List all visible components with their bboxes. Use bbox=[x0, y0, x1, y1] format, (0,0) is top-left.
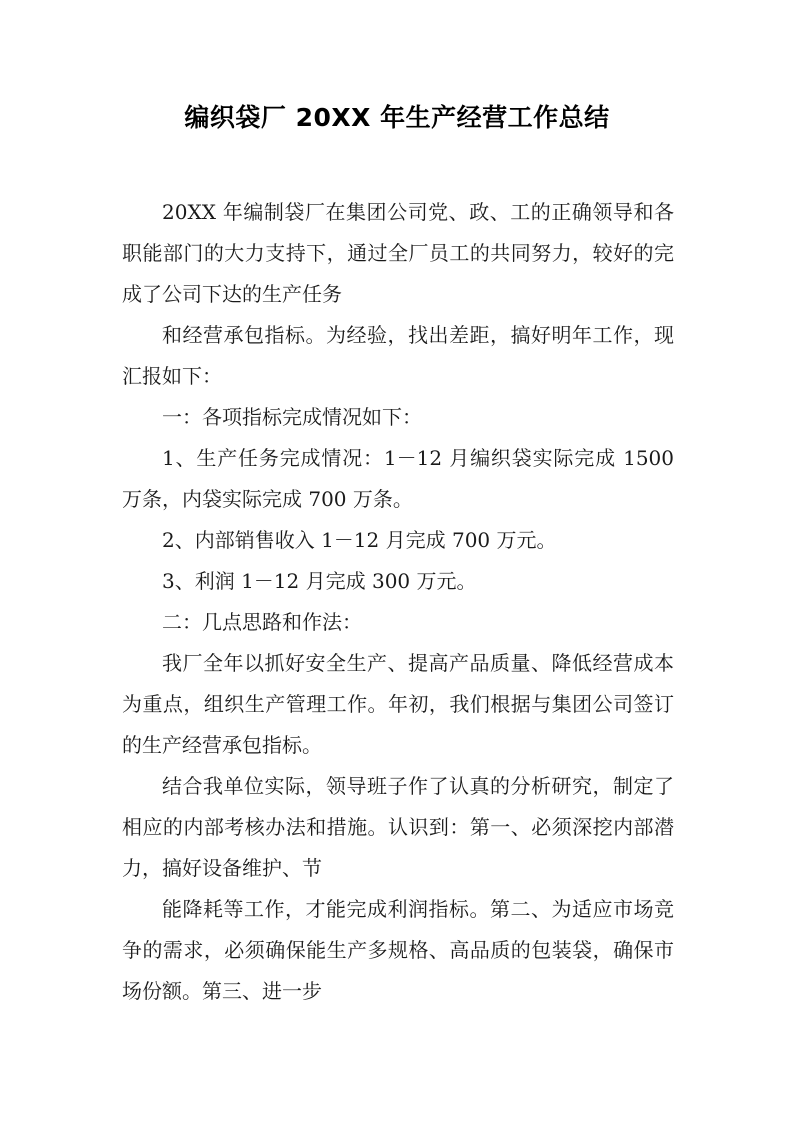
paragraph-measures: 能降耗等工作，才能完成利润指标。第二、为适应市场竞争的需求，必须确保能生产多规格、高品质的包装袋，确保市场份额。第三、进一步 bbox=[122, 897, 674, 1003]
paragraph-analysis: 结合我单位实际，领导班子作了认真的分析研究，制定了相应的内部考核办法和措施。认识到：第一、必须深挖内部潜力，搞好设备维护、节 bbox=[122, 774, 674, 880]
document-body bbox=[122, 192, 674, 1012]
paragraph-intro-continued: 和经营承包指标。为经验，找出差距，搞好明年工作，现汇报如下： bbox=[122, 323, 674, 388]
list-item-profit: 3、利润 1－12 月完成 300 万元。 bbox=[162, 569, 477, 593]
section-heading-indicators: 一：各项指标完成情况如下： bbox=[162, 405, 422, 429]
section-heading-approach: 二：几点思路和作法： bbox=[162, 610, 362, 634]
list-item-production: 1、生产任务完成情况：1－12 月编织袋实际完成 1500 万条，内袋实际完成 700 万条。 bbox=[122, 446, 674, 511]
list-item-sales: 2、内部销售收入 1－12 月完成 700 万元。 bbox=[162, 528, 557, 552]
paragraph-approach: 我厂全年以抓好安全生产、提高产品质量、降低经营成本为重点，组织生产管理工作。年初，我们根据与集团公司签订的生产经营承包指标。 bbox=[122, 651, 674, 757]
paragraph-intro: 20XX 年编制袋厂在集团公司党、政、工的正确领导和各职能部门的大力支持下，通过全厂员工的共同努力，较好的完成了公司下达的生产任务 bbox=[122, 200, 674, 306]
document-title: 编织袋厂 20XX 年生产经营工作总结 bbox=[184, 103, 610, 132]
